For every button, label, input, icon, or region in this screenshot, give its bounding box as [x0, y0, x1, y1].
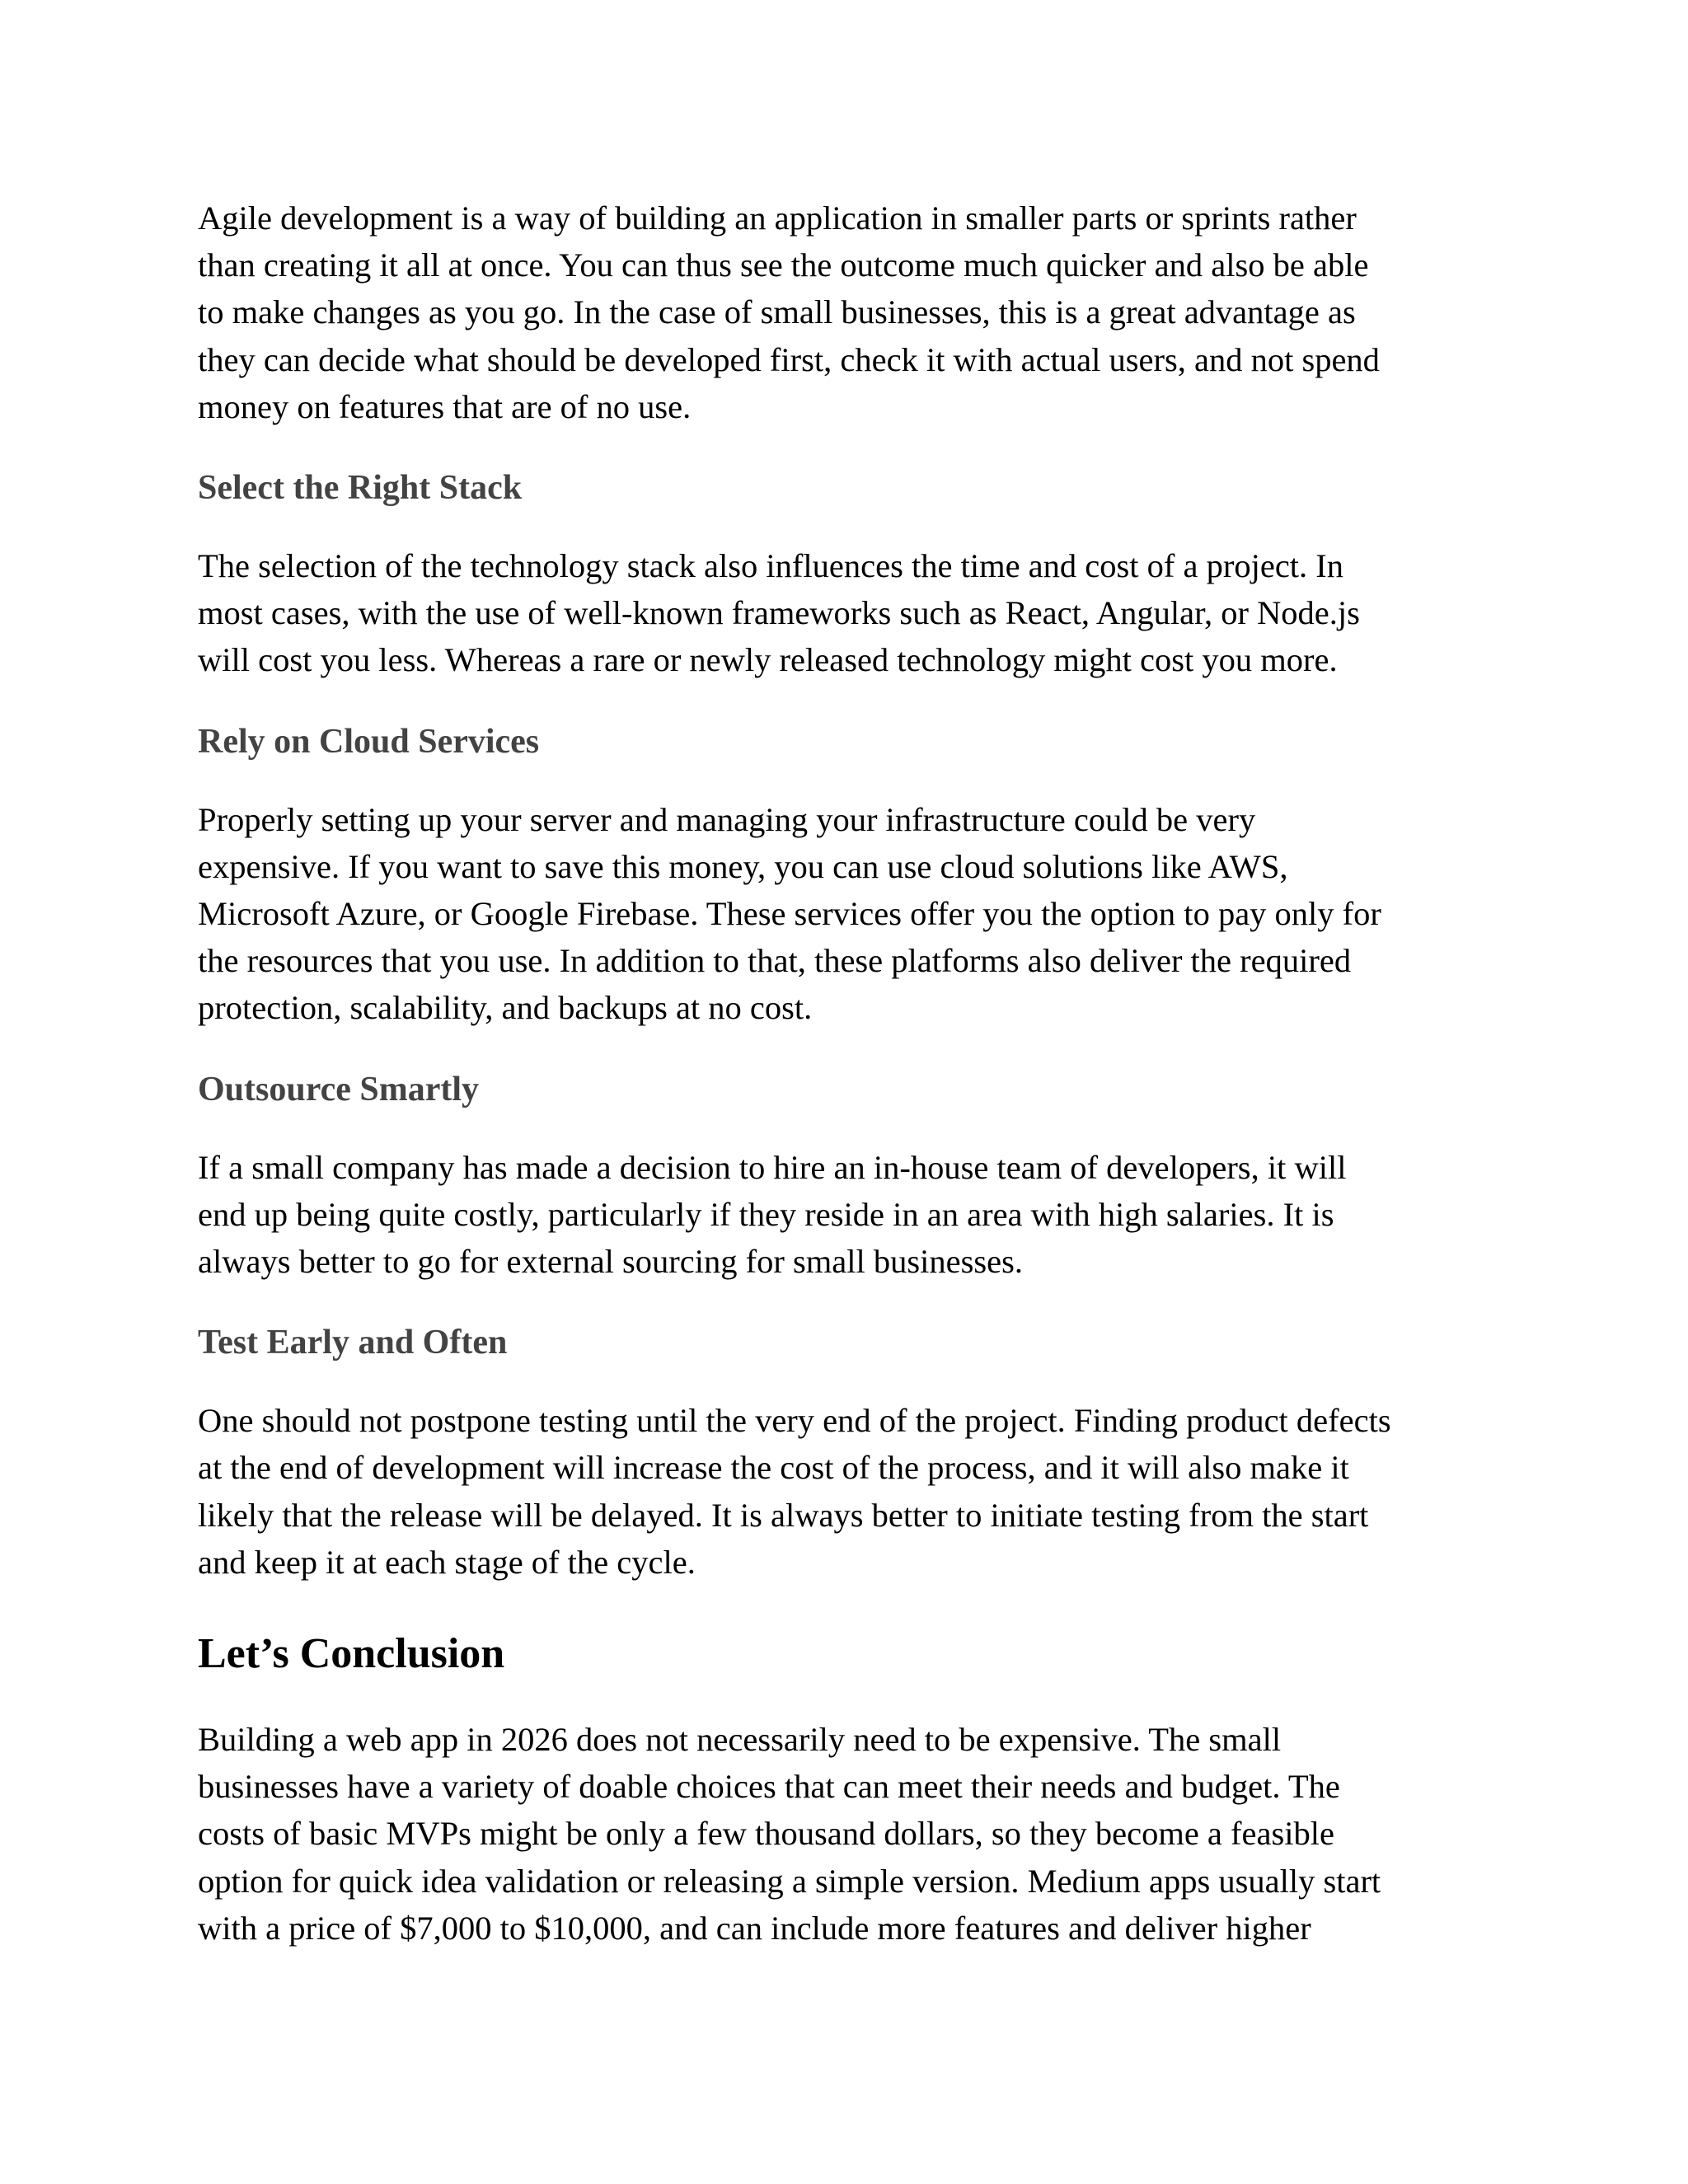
document-body: [198, 194, 1517, 1952]
subheading-cloud-services: Rely on Cloud Services: [198, 722, 540, 761]
paragraph-conclusion: Building a web app in 2026 does not necessarily need to be expensive. The small businesses have a variety of doable choices that can meet their needs and budget. The costs of basic MVPs might be only a few thousand dollars, so they become a feasible option for quick idea validation or releasing a simple version. Medium apps usually start with a price of $7,000 to $10,000, and can include more features and deliver higher: [198, 1721, 1381, 1947]
subheading-test-early: Test Early and Often: [198, 1324, 508, 1362]
heading-conclusion: Let’s Conclusion: [198, 1630, 505, 1678]
paragraph-technology-stack: The selection of the technology stack also influences the time and cost of a project. In most cases, with the use of well-known frameworks such as React, Angular, or Node.js will cost you less. Whereas a rare or newly released technology might cost you more.: [198, 547, 1360, 679]
subheading-outsource-smartly: Outsource Smartly: [198, 1070, 480, 1108]
paragraph-testing: One should not postpone testing until the very end of the project. Finding product defects at the end of development will increase the cost of the process, and it will also make it likely that the release will be delayed. It is always better to initiate testing from the start and keep it at each stage of the cycle.: [198, 1402, 1391, 1581]
paragraph-cloud-services: Properly setting up your server and managing your infrastructure could be very expensive. If you want to save this money, you can use cloud solutions like AWS, Microsoft Azure, or Google Firebase. These services offer you the option to pay only for the resources that you use. In addition to that, these platforms also deliver the required protection, scalability, and backups at no cost.: [198, 800, 1381, 1027]
subheading-select-right-stack: Select the Right Stack: [198, 469, 523, 508]
paragraph-outsourcing: If a small company has made a decision to hire an in-house team of developers, it will end up being quite costly, particularly if they reside in an area with high salaries. It is always better to go for external sourcing for small businesses.: [198, 1148, 1347, 1281]
paragraph-agile-intro: Agile development is a way of building an application in smaller parts or sprints rather than creating it all at once. You can thus see the outcome much quicker and also be able to make changes as you go. In the case of small businesses, this is a great advantage as they can decide what should be developed first, check it with actual users, and not spend money on features that are of no use.: [198, 199, 1380, 425]
